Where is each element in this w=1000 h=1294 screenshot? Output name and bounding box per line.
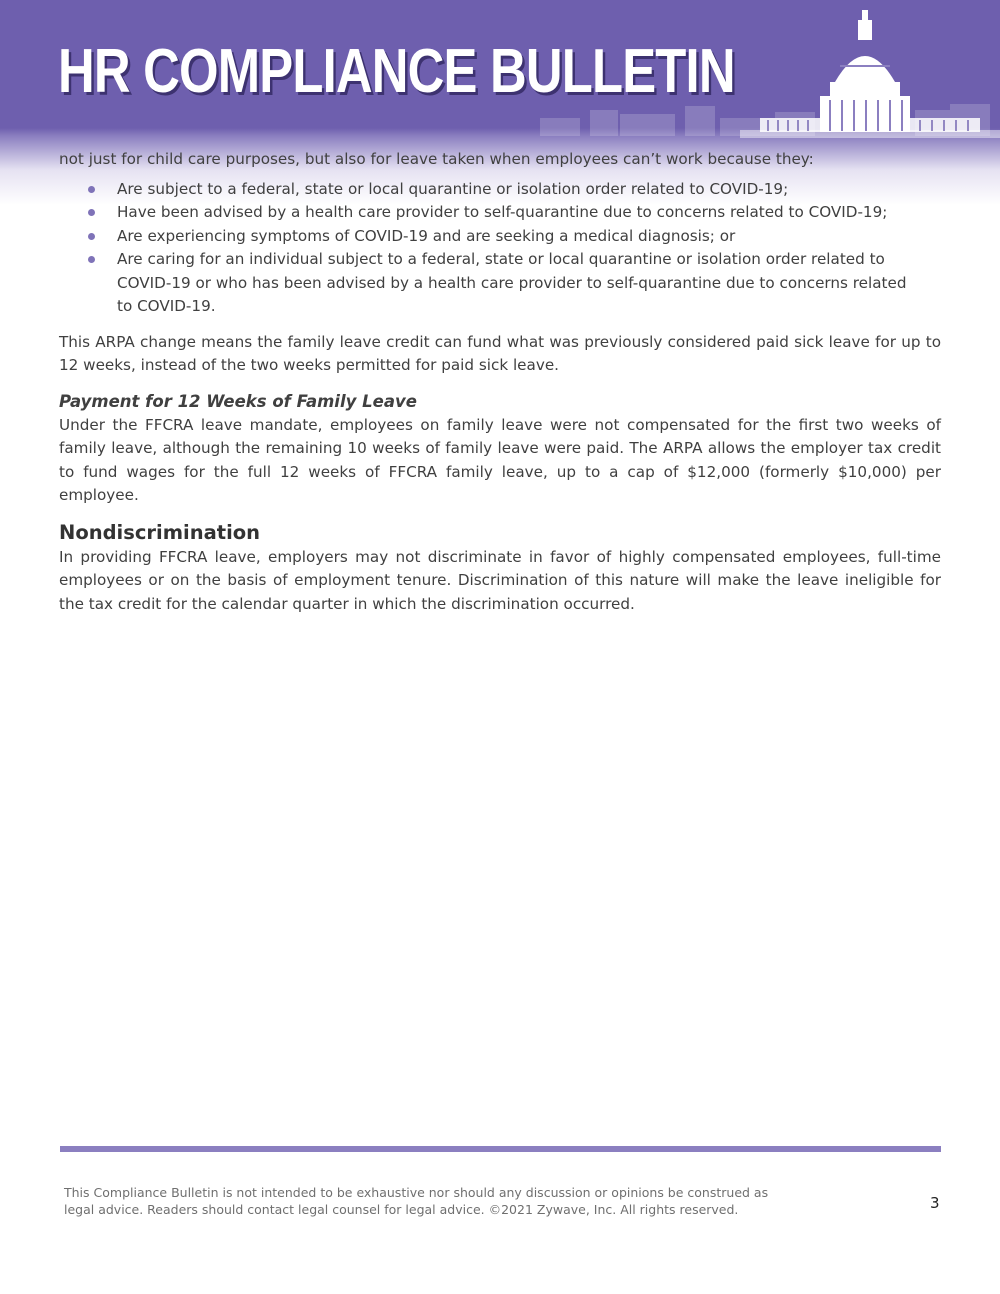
bullet-icon — [88, 233, 95, 240]
footer-disclaimer — [64, 1185, 824, 1218]
bulletin-body — [59, 148, 941, 616]
payment-subheading: Payment for 12 Weeks of Family Leave — [59, 391, 417, 411]
bullet-icon — [88, 186, 95, 193]
bulletin-title: HR COMPLIANCE BULLETIN — [58, 37, 735, 106]
payment-paragraph: Under the FFCRA leave mandate, employees on family leave were not compensated for the first two weeks of family leave, although the remaining 10 weeks of family leave were paid. The ARPA allows the employer tax credit to fund wages for the full 12 weeks of FFCRA family leave, up to a cap of $12,000 (formerly $10,000) per employee. — [59, 415, 941, 504]
footer-divider — [60, 1146, 941, 1152]
list-item-text: Are caring for an individual subject to a federal, state or local quarantine or isolation order related to COVID-19 or who has been advised by a health care provider to self-quarantine due to concerns related to COVID-19. — [117, 250, 907, 315]
page-number: 3 — [930, 1194, 940, 1212]
list-item — [59, 225, 941, 249]
bullet-icon — [88, 256, 95, 263]
covid-leave-reasons-list — [59, 178, 941, 319]
list-item — [59, 178, 941, 202]
disclaimer-line: legal advice. Readers should contact legal counsel for legal advice. ©2021 Zywave, Inc. All rights reserved. — [64, 1201, 739, 1217]
arpa-change-paragraph: This ARPA change means the family leave credit can fund what was previously considered paid sick leave for up to 12 weeks, instead of the two weeks permitted for paid sick leave. — [59, 332, 941, 374]
list-item-text: Have been advised by a health care provider to self-quarantine due to concerns related to COVID-19; — [117, 203, 888, 221]
list-item-text: Are experiencing symptoms of COVID-19 and are seeking a medical diagnosis; or — [117, 226, 736, 245]
disclaimer-line: This Compliance Bulletin is not intended to be exhaustive nor should any discussion or opinions be construed as — [64, 1185, 769, 1200]
nondiscrimination-paragraph: In providing FFCRA leave, employers may not discriminate in favor of highly compensated employees, full-time employees or on the basis of employment tenure. Discrimination of this nature will make the leave ineligible for the tax credit for the calendar quarter in which the discrimination occurred. — [59, 547, 941, 613]
nondiscrimination-heading: Nondiscrimination — [59, 520, 261, 544]
intro-paragraph: not just for child care purposes, but also for leave taken when employees can’t work because they: — [59, 150, 814, 168]
list-item — [59, 248, 941, 319]
bullet-icon — [88, 209, 95, 216]
list-item — [59, 201, 941, 225]
list-item-text: Are subject to a federal, state or local quarantine or isolation order related to COVID-19; — [117, 179, 789, 198]
